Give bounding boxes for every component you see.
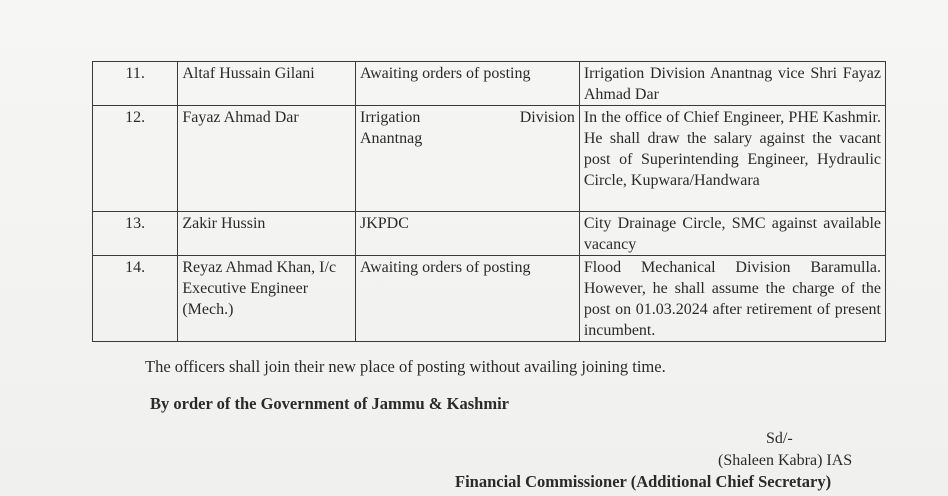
officer-name: Altaf Hussain Gilani	[178, 62, 356, 106]
serial-number: 13.	[93, 212, 178, 256]
serial-number: 12.	[93, 106, 178, 212]
new-posting: In the office of Chief Engineer, PHE Kashmir. He shall draw the salary against the vacant post of Superintending Engineer, Hydraulic Circle, Kupwara/Handwara	[579, 106, 885, 212]
signatory-designation: Financial Commissioner (Additional Chief Secretary)	[455, 472, 832, 491]
present-posting: JKPDC	[355, 212, 579, 256]
officer-name: Fayaz Ahmad Dar	[178, 106, 356, 212]
present-posting	[355, 106, 579, 212]
present-posting: Awaiting orders of posting	[355, 62, 579, 106]
table-row	[93, 62, 886, 106]
serial-number: 14.	[93, 256, 178, 342]
table-row	[93, 212, 886, 256]
serial-number: 11.	[93, 62, 178, 106]
new-posting: City Drainage Circle, SMC against available vacancy	[579, 212, 885, 256]
signatory-name: (Shaleen Kabra) IAS	[718, 452, 853, 469]
present-posting: Awaiting orders of posting	[355, 256, 579, 342]
joining-note: The officers shall join their new place of posting without availing joining time.	[145, 357, 666, 376]
officer-name: Reyaz Ahmad Khan, I/c Executive Engineer (Mech.)	[178, 256, 356, 342]
new-posting: Irrigation Division Anantnag vice Shri Fayaz Ahmad Dar	[579, 62, 885, 106]
posting-table	[92, 61, 886, 342]
new-posting: Flood Mechanical Division Baramulla. However, he shall assume the charge of the post on 01.03.2024 after retirement of present incumbent.	[579, 256, 885, 342]
signature-mark: Sd/-	[766, 430, 793, 447]
present-posting-part: Irrigation	[359, 109, 421, 126]
table-row	[93, 256, 886, 342]
table-row	[93, 106, 886, 212]
present-posting-part: Division	[519, 109, 575, 126]
present-posting-part: Anantnag	[359, 130, 423, 147]
order-line: By order of the Government of Jammu & Kashmir	[150, 394, 509, 413]
officer-name: Zakir Hussin	[178, 212, 356, 256]
